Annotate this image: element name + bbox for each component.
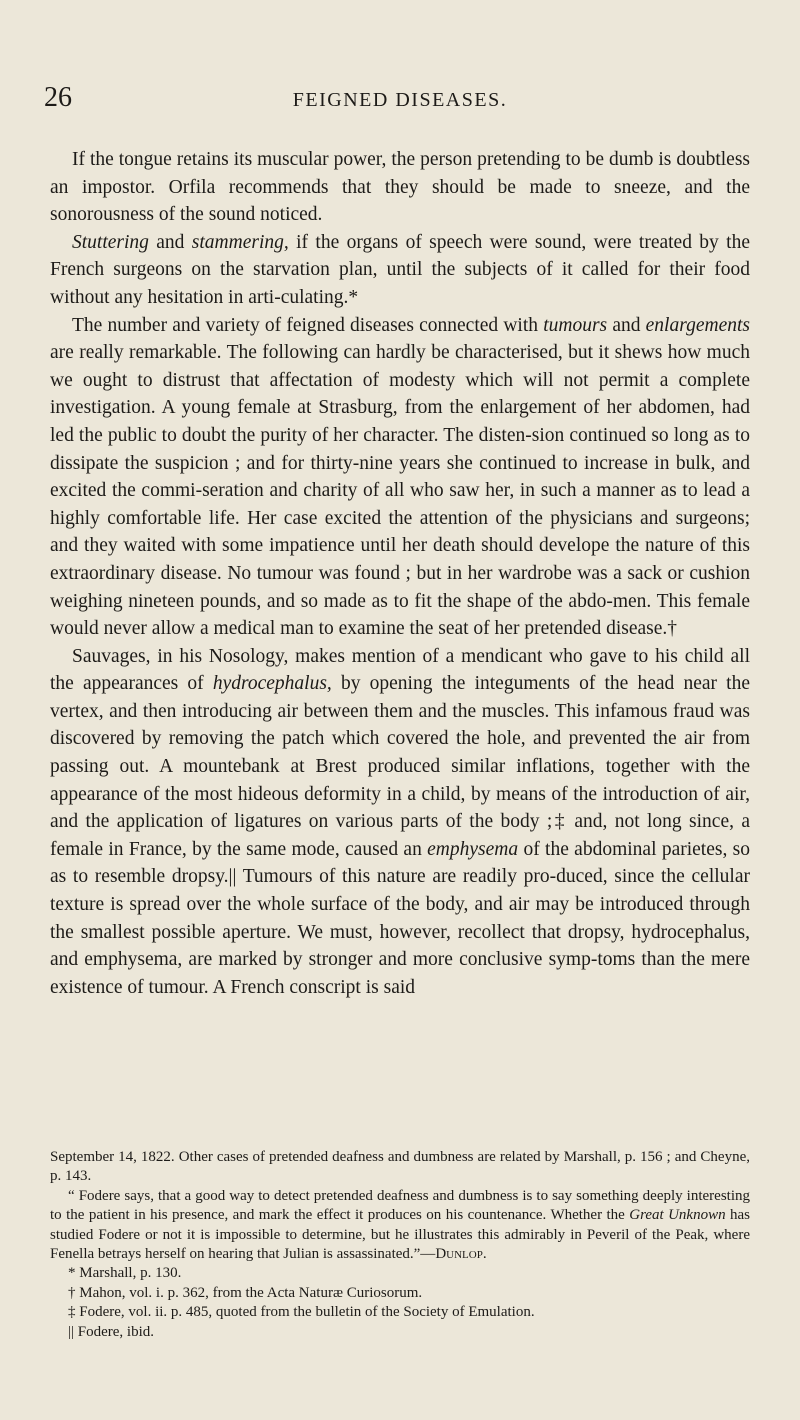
page-number: 26 (44, 82, 72, 113)
paragraph-3-text-b: and (607, 314, 646, 336)
emphasis-emphysema: emphysema (427, 838, 519, 860)
paragraph-4 (50, 643, 750, 1002)
footnote-asterisk: * Marshall, p. 130. (68, 1265, 182, 1282)
paragraph-2 (50, 229, 750, 312)
paragraph-3-text-c: are really remarkable. The following can hardly be characterised, but it shews how much we ought to distrust that affectation of modesty which will not permit a complete investigation. A young female at Strasburg, from the enlargement of her abdomen, had led the public to doubt the purity of her character. The disten-sion continued so long as to dissipate the suspicion ; and for thirty-nine years she continued to increase in bulk, and excited the commi-seration and charity of all who saw her, in such a manner as to lead a highly comfortable life. Her case excited the attention of the physicians and surgeons; and they waited with some impatience until her death should develope the nature of this extraordinary disease. No tumour was found ; but in her wardrobe was a sack or cushion weighing nineteen pounds, and so made as to fit the shape of the abdo-men. This female would never allow a medical man to examine the seat of her pretended disease.† (50, 342, 750, 640)
emphasis-great-unknown: Great Unknown (629, 1207, 726, 1224)
running-title: FEIGNED DISEASES. (292, 89, 508, 111)
emphasis-stuttering: Stuttering (72, 231, 149, 253)
emphasis-hydrocephalus: hydrocephalus, (212, 673, 332, 695)
paragraph-3-text-a: The number and variety of feigned diseases connected with (72, 314, 544, 336)
footnote-double-dagger: ‡ Fodere, vol. ii. p. 485, quoted from the bulletin of the Society of Emulation. (68, 1304, 535, 1321)
footnotes (50, 1148, 750, 1342)
paragraph-2-text-b: if the organs of speech were sound, were treated by the French surgeons on the starvation plan, until the subjects of it called for their food without any hesitation in arti-culating.* (50, 231, 750, 308)
paragraph-4-text-a: Sauvages, in his Nosology, makes mention of a mendicant who gave to his child all the appearances of (50, 645, 750, 695)
emphasis-enlargements: enlargements (645, 314, 750, 336)
paragraph-3 (50, 312, 750, 643)
paragraph-1: If the tongue retains its muscular power, the person pretending to be dumb is doubtless an impostor. Orfila recommends that they should be made to sneeze, and the sonorousness of the sound noticed. (50, 149, 750, 226)
paragraph-4-text-b: by opening the integuments of the head near the vertex, and then introducing air between them and the muscles. This infamous fraud was discovered by removing the patch which covered the hole, and prevented the air from passing out. A mountebank at Brest produced similar inflations, together with the appearance of the most hideous deformity in a child, by means of the introduction of air, and the application of ligatures on various parts of the body ;‡ and, not long since, a female in France, by the same mode, caused an (50, 673, 750, 860)
note-quote-text-a: “ Fodere says, that a good way to detect pretended deafness and dumbness is to say something deeply interesting to the patient in his presence, and mark the effect it produces on his countenance. Whether the (50, 1187, 750, 1224)
note-signature: Dunlop. (435, 1246, 487, 1263)
paragraph-4-text-c: of the abdominal parietes, so as to resemble dropsy.|| Tumours of this nature are readily pro-duced, since the cellular texture is spread over the whole surface of the body, and air may be introduced through the smallest possible aperture. We must, however, recollect that dropsy, hydrocephalus, and emphysema, are marked by stronger and more conclusive symp-toms than the mere existence of tumour. A French conscript is said (50, 838, 750, 998)
note-fodere-quote (50, 1187, 750, 1265)
note-quote-text-b: has studied Fodere or not it is impossible to determine, but he illustrates this admirably in Peveril of the Peak, where Fenella betrays herself on hearing that Julian is assassinated.”— (50, 1207, 751, 1263)
footnote-dagger: † Mahon, vol. i. p. 362, from the Acta Naturæ Curiosorum. (68, 1284, 423, 1301)
emphasis-stammering: stammering, (191, 231, 289, 253)
main-text (50, 146, 750, 1001)
page-header (44, 78, 756, 118)
footnote-parallel: || Fodere, ibid. (68, 1323, 154, 1340)
note-continuation: September 14, 1822. Other cases of pretended deafness and dumbness are related by Marshall, p. 156 ; and Cheyne, p. 143. (50, 1149, 750, 1185)
emphasis-tumours: tumours (543, 314, 608, 336)
paragraph-2-text-a: and (148, 231, 192, 253)
